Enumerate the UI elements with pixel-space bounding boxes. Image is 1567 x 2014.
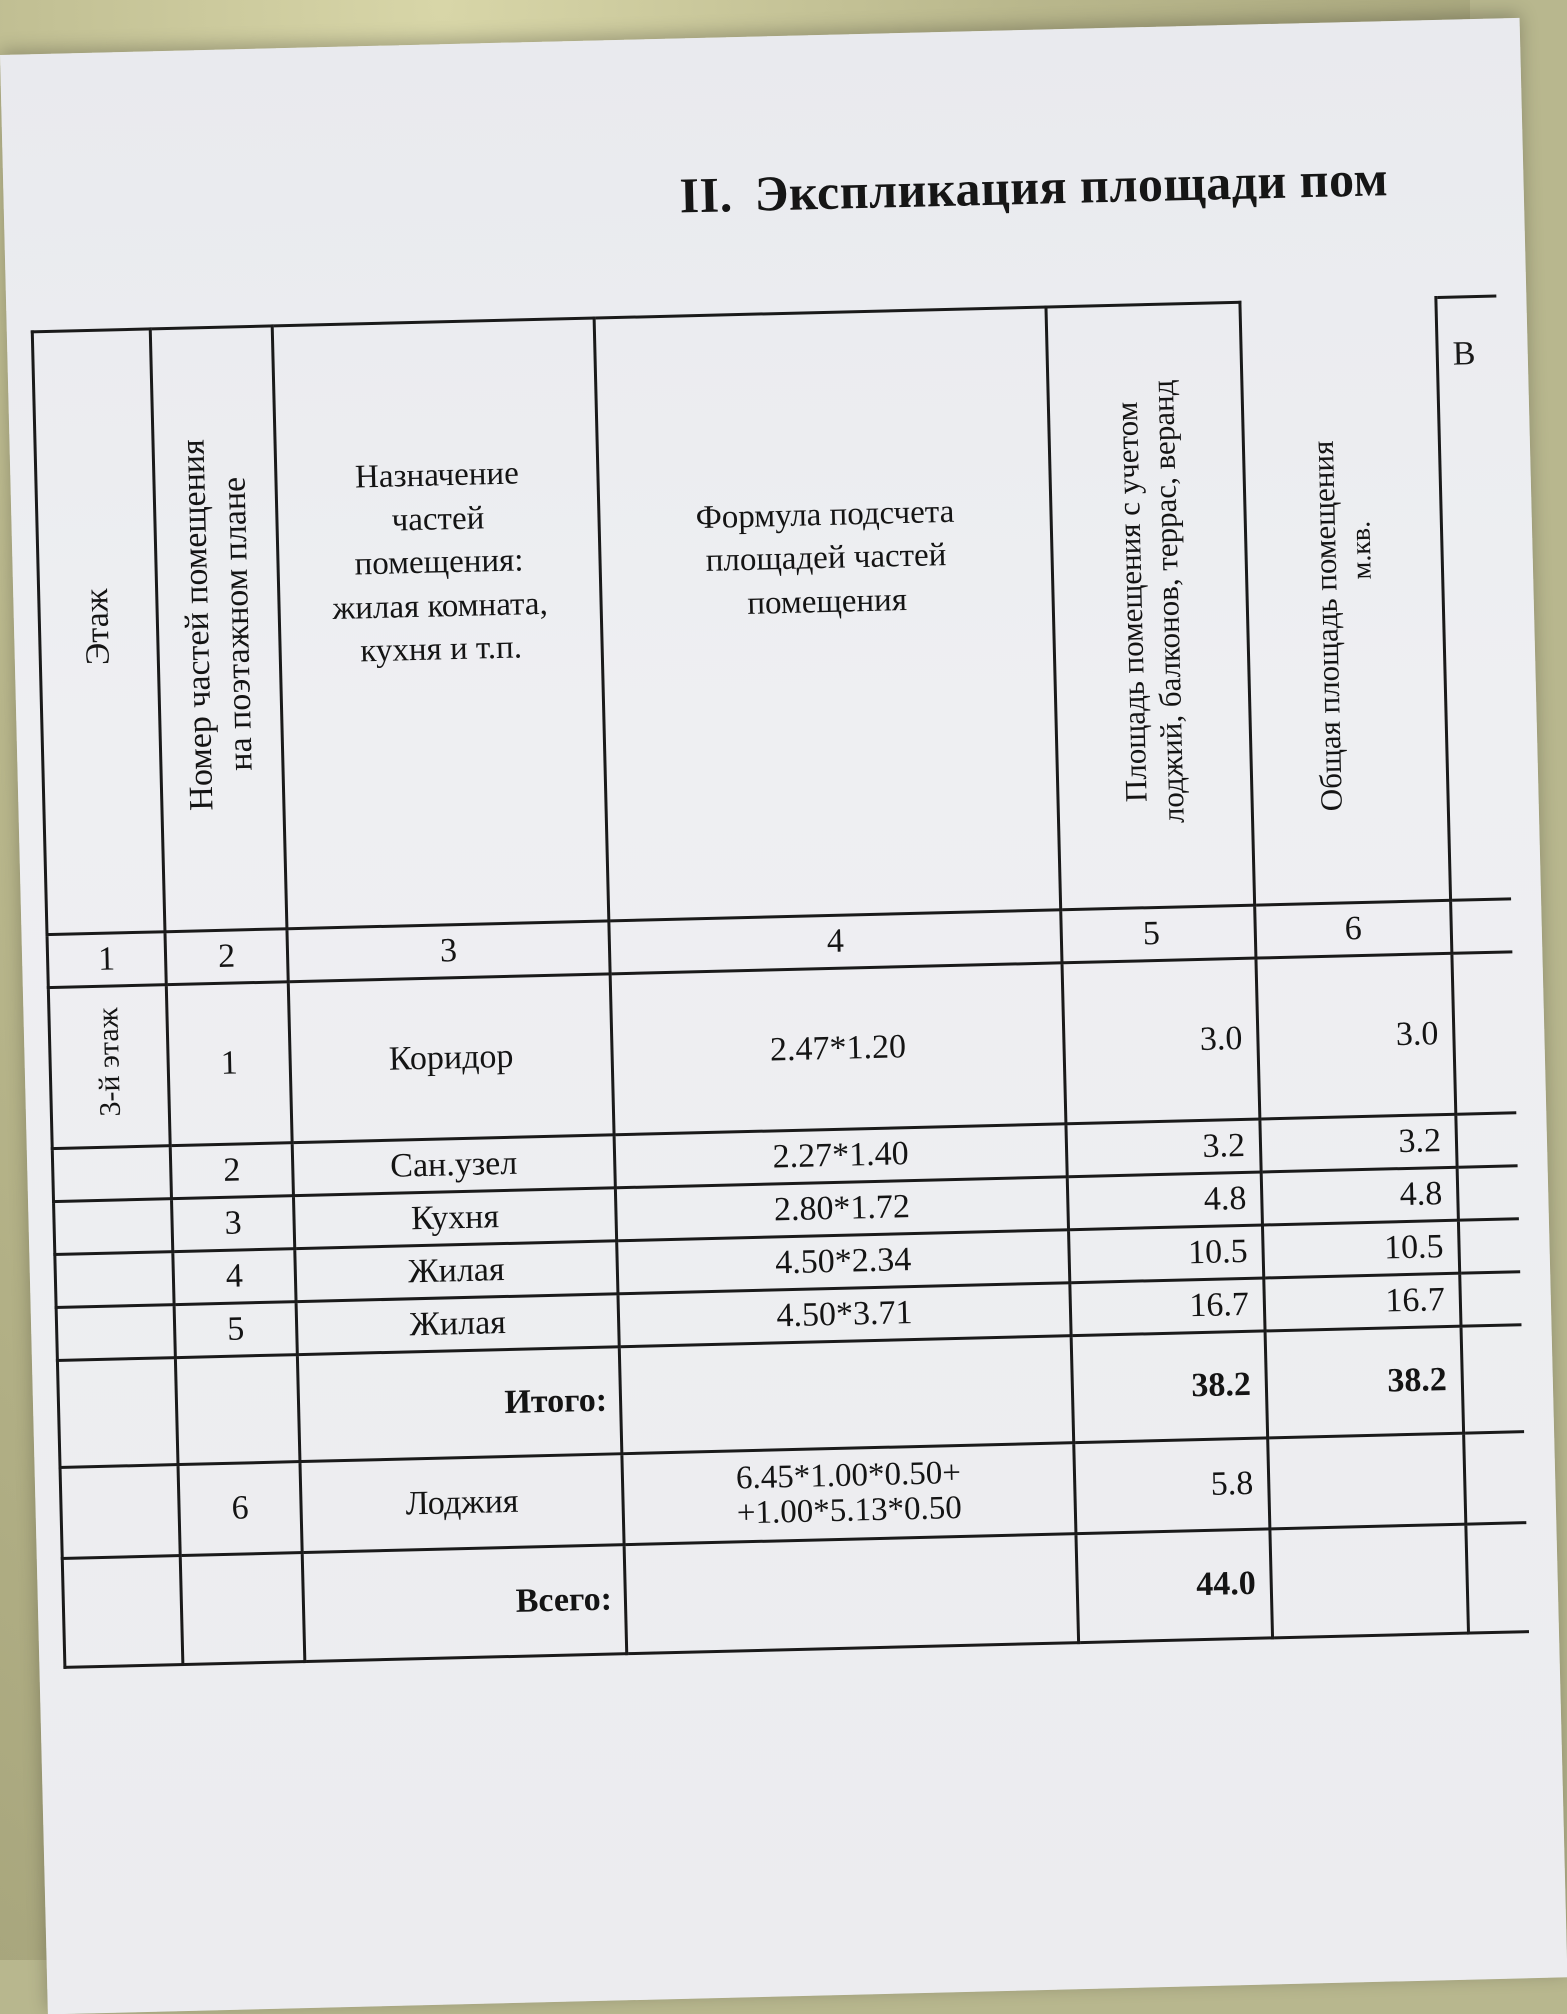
next-column-cell — [1460, 1272, 1521, 1326]
header-total-area — [1240, 297, 1451, 905]
total-area: 3.2 — [1260, 1114, 1457, 1172]
header-purpose-line: жилая комната, — [332, 585, 549, 627]
total-area — [1268, 1433, 1466, 1529]
area-with-loggias: 16.7 — [1070, 1278, 1265, 1336]
next-column-cell — [1456, 1113, 1517, 1167]
header-total-area-line1: Общая площадь помещения — [1304, 440, 1349, 813]
part-name: Жилая — [295, 1241, 618, 1302]
floor-label: 3-й этаж — [91, 1007, 127, 1117]
header-group-partial: В — [1452, 335, 1476, 373]
header-purpose-line: Назначение — [354, 455, 520, 496]
part-number: 6 — [178, 1462, 302, 1556]
part-number: 3 — [171, 1196, 294, 1252]
part-name: Кухня — [293, 1188, 616, 1249]
floor-cell — [57, 1358, 178, 1468]
area-with-loggias: 5.8 — [1074, 1438, 1270, 1534]
subtotal-area-with-loggias: 38.2 — [1071, 1331, 1268, 1443]
header-part-number-line2: на поэтажном плане — [215, 476, 261, 772]
next-column-cell — [1464, 1432, 1526, 1524]
floor-cell — [56, 1305, 175, 1361]
column-number-next — [1451, 899, 1512, 953]
title-text: Экспликация площади пом — [753, 150, 1389, 222]
total-area — [1270, 1524, 1469, 1638]
floor-cell — [60, 1465, 180, 1559]
column-number: 6 — [1255, 900, 1452, 958]
floor-cell — [62, 1556, 183, 1668]
part-name: Коридор — [288, 974, 614, 1143]
total-area: 16.7 — [1264, 1273, 1461, 1331]
area-with-loggias: 4.8 — [1067, 1172, 1262, 1230]
header-formula — [594, 307, 1061, 921]
area-with-loggias: 3.2 — [1066, 1119, 1261, 1177]
explication-table — [31, 295, 1529, 1669]
part-number — [180, 1553, 305, 1665]
header-part-number-label — [174, 438, 263, 811]
part-formula — [624, 1534, 1079, 1654]
next-column-cell — [1461, 1325, 1524, 1433]
header-formula-line: Формула подсчета — [695, 493, 955, 536]
header-area-with-loggias-label — [1108, 379, 1192, 824]
next-column-cell — [1458, 1219, 1519, 1273]
part-number: 5 — [174, 1302, 297, 1358]
part-name: Лоджия — [300, 1454, 624, 1553]
header-area-with-loggias-line2: лоджий, балконов, террас, веранд — [1144, 378, 1191, 824]
floor-cell — [48, 985, 170, 1149]
column-number: 1 — [47, 932, 166, 988]
total-area: 10.5 — [1262, 1220, 1459, 1278]
document-page — [0, 18, 1567, 2014]
column-number: 4 — [609, 910, 1062, 974]
title-roman-numeral: II. — [678, 166, 734, 224]
loggia-formula-line2: +1.00*5.13*0.50 — [736, 1489, 963, 1532]
loggia-formula-line1: 6.45*1.00*0.50+ — [735, 1455, 962, 1497]
subtotal-total-area: 38.2 — [1265, 1326, 1464, 1438]
header-purpose — [272, 318, 609, 929]
part-name: Жилая — [296, 1294, 619, 1355]
area-with-loggias: 3.0 — [1062, 958, 1260, 1124]
floor-cell — [52, 1146, 171, 1202]
floor-cell — [55, 1252, 174, 1308]
next-column-cell — [1457, 1166, 1518, 1220]
part-formula — [619, 1336, 1073, 1454]
total-area: 4.8 — [1261, 1167, 1458, 1225]
header-part-number-line1: Номер частей помещения — [174, 438, 221, 811]
total-area: 3.0 — [1256, 953, 1456, 1119]
part-formula — [622, 1443, 1076, 1545]
part-number: 4 — [173, 1249, 296, 1305]
part-formula: 2.80*1.72 — [615, 1177, 1068, 1241]
part-formula: 4.50*3.71 — [618, 1283, 1071, 1347]
header-area-with-loggias — [1046, 302, 1255, 910]
subtotal-label: Итого: — [297, 1347, 622, 1462]
header-area-with-loggias-line1: Площадь помещения с учетом — [1108, 401, 1154, 803]
page-title — [679, 149, 1389, 224]
column-number: 5 — [1061, 905, 1256, 963]
floor-cell — [54, 1199, 173, 1255]
header-floor-label: Этаж — [78, 588, 118, 666]
header-row — [32, 296, 1510, 935]
part-formula: 2.27*1.40 — [614, 1124, 1067, 1188]
part-formula: 4.50*2.34 — [617, 1230, 1070, 1294]
header-floor — [32, 329, 165, 935]
header-total-area-label — [1305, 440, 1387, 812]
part-number — [175, 1355, 300, 1465]
part-number: 1 — [166, 982, 292, 1146]
header-formula-line: помещения — [746, 581, 908, 622]
part-name: Сан.узел — [292, 1135, 615, 1196]
column-number: 2 — [165, 929, 288, 985]
header-purpose-line: кухня и т.п. — [359, 629, 523, 670]
header-purpose-line: помещения: — [354, 542, 524, 583]
area-with-loggias: 10.5 — [1069, 1225, 1264, 1283]
header-formula-line: площадей частей — [705, 537, 947, 580]
header-part-number — [150, 326, 287, 932]
header-purpose-line: частей — [391, 499, 485, 539]
part-number: 2 — [170, 1143, 293, 1199]
column-number: 3 — [287, 921, 610, 982]
header-total-area-unit: м.кв. — [1345, 520, 1378, 581]
part-formula: 2.47*1.20 — [610, 963, 1066, 1135]
next-column-cell — [1466, 1523, 1529, 1633]
next-column-cell — [1452, 952, 1516, 1114]
total-label: Всего: — [302, 1545, 627, 1662]
total-area-with-loggias: 44.0 — [1076, 1529, 1273, 1643]
